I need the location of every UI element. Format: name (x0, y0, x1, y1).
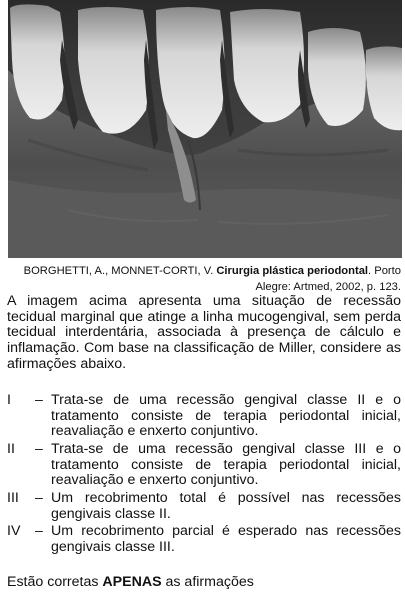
statement-dash: – (35, 489, 43, 506)
question-intro: A imagem acima apresenta uma situação de recessão tecidual marginal que atinge a linha mucogengival, sem perda tecidual interdentária, associada à presença de cálculo e inflamação. Com base na classificação de Miller, considere as afirmações abaixo. (7, 293, 401, 372)
figure-caption (21, 263, 401, 295)
statement-text: Um recobrimento total é possível nas recessões gengivais classe II. (51, 489, 401, 522)
caption-authors: BORGHETTI, A., MONNET-CORTI, V. (23, 265, 217, 277)
statement-item-iii (7, 491, 401, 522)
gingival-recession-photo (8, 0, 402, 258)
prompt-emphasis: APENAS (102, 574, 162, 590)
statement-dash: – (35, 523, 43, 540)
question-prompt (7, 574, 401, 590)
statement-number: II (7, 440, 15, 457)
statement-text: Trata-se de uma recessão gengival classe III e o tratamento consiste de terapia periodontal inicial, reavaliação e enxerto conjuntivo. (51, 440, 401, 489)
statement-item-i (7, 393, 401, 440)
statement-dash: – (35, 392, 43, 408)
statement-number: IV (7, 523, 21, 540)
statement-text: Um recobrimento parcial é esperado nas recessões gengivais classe III. (51, 523, 401, 555)
statement-number: III (7, 489, 19, 506)
caption-title: Cirurgia plástica periodontal (216, 265, 369, 277)
statement-list (7, 393, 401, 557)
statement-item-ii (7, 442, 401, 489)
statement-text: Trata-se de uma recessão gengival classe II e o tratamento consiste de terapia periodontal inicial, reavaliação e enxerto conjuntivo. (51, 392, 401, 440)
statement-number: I (7, 392, 11, 408)
prompt-prefix: Estão corretas (7, 574, 103, 590)
caption-publication: . Porto Alegre: Artmed, 2002, p. 123. (255, 265, 401, 293)
statement-item-iv (7, 524, 401, 555)
prompt-suffix: as afirmações (161, 574, 254, 590)
statement-dash: – (35, 440, 43, 457)
